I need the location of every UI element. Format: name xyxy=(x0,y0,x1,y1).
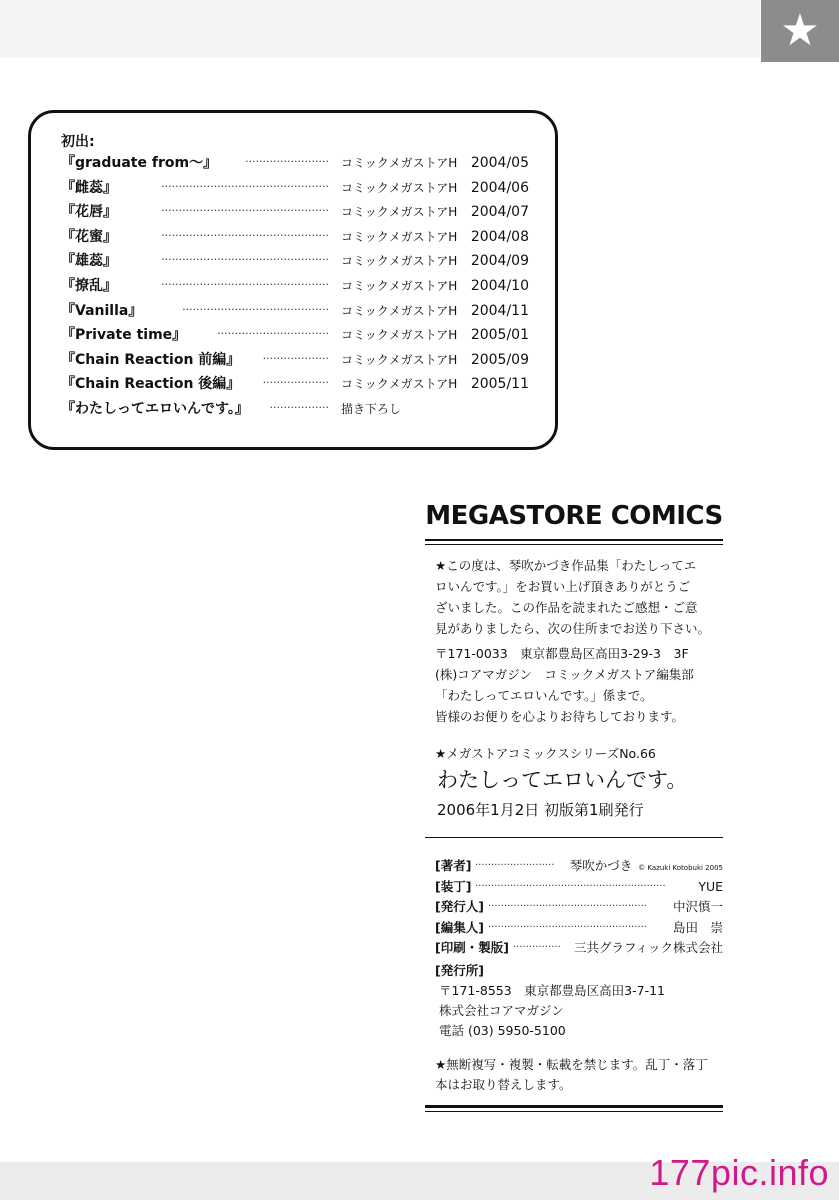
leader-dots: ································ xyxy=(217,327,329,341)
credit-name xyxy=(574,938,723,959)
first-publication-entry xyxy=(31,202,555,227)
credit-role: [装丁] xyxy=(435,878,472,894)
first-publication-entry xyxy=(31,350,555,375)
entry-date: 2005/01 xyxy=(470,327,529,344)
entry-magazine: コミックメガストアH xyxy=(341,303,458,318)
credits-list xyxy=(435,856,723,959)
star-corner-badge xyxy=(761,0,839,62)
brand-title: MEGASTORE COMICS xyxy=(425,501,723,531)
leader-dots: ··················· xyxy=(262,351,329,365)
entry-title: 『わたしってエロいんです。』 xyxy=(61,400,249,417)
leader-dots: ·········································· xyxy=(182,302,329,316)
star-icon: ★ xyxy=(780,5,820,56)
publisher-line: 電話 (03) 5950-5100 xyxy=(439,1022,566,1038)
address-line: 〒171-0033 東京都豊島区高田3-29-3 3F xyxy=(435,646,689,661)
entry-date: 2004/06 xyxy=(470,179,529,196)
notice-line: ざいました。この作品を読まれたご感想・ご意 xyxy=(435,600,698,615)
series-label: ★メガストアコミックスシリーズNo.66 xyxy=(435,746,656,761)
divider xyxy=(425,1111,723,1112)
divider xyxy=(425,544,723,545)
credit-name xyxy=(673,897,723,918)
edition-date: 2006年1月2日 初版第1刷発行 xyxy=(437,801,644,819)
leader-dots: ··················· xyxy=(262,376,329,390)
publisher-role: [発行所] xyxy=(435,962,484,978)
leader-dots: ··············· xyxy=(513,942,561,953)
watermark: 177pic.info xyxy=(649,1152,829,1193)
entry-title: 『撩乱』 xyxy=(61,277,117,294)
credit-row xyxy=(435,856,723,877)
publisher-line: 〒171-8553 東京都豊島区高田3-7-11 xyxy=(439,982,666,998)
entry-title: 『花蜜』 xyxy=(61,228,117,245)
colophon xyxy=(425,495,723,1112)
entry-title: 『Chain Reaction 後編』 xyxy=(61,376,241,393)
entry-title: 『Chain Reaction 前編』 xyxy=(61,351,241,368)
address-line: (株)コアマガジン コミックメガストア編集部 xyxy=(435,667,694,682)
entry-magazine: コミックメガストアH xyxy=(341,328,458,343)
entry-date: 2004/07 xyxy=(470,204,529,221)
credit-role: [著者] xyxy=(435,858,472,873)
first-publication-entry xyxy=(31,374,555,399)
credit-name-text: 中沢慎一 xyxy=(672,899,723,914)
entry-title: 『Vanilla』 xyxy=(61,302,143,319)
entry-magazine: コミックメガストアH xyxy=(341,254,458,269)
first-publication-heading: 初出: xyxy=(61,134,95,150)
entry-title: 『雌蕊』 xyxy=(61,179,117,196)
publisher-line: 株式会社コアマガジン xyxy=(439,1002,564,1018)
entry-title: 『graduate from〜』 xyxy=(61,155,218,171)
entry-magazine: コミックメガストアH xyxy=(341,156,458,170)
entry-title: 『雄蕊』 xyxy=(61,253,117,270)
credit-name-text: 島田 崇 xyxy=(672,919,723,935)
leader-dots: ················································ xyxy=(161,277,329,291)
copyright-note: © Kazuki Kotobuki 2005 xyxy=(638,864,723,872)
first-publication-entry xyxy=(31,276,555,301)
entry-date: 2004/09 xyxy=(470,253,529,270)
entry-date: 2004/11 xyxy=(470,302,529,319)
credit-role: [編集人] xyxy=(435,919,484,935)
first-publication-entry xyxy=(31,251,555,276)
entry-magazine: コミックメガストアH xyxy=(341,352,458,367)
publisher-block xyxy=(435,961,723,1041)
book-title: わたしってエロいんです。 xyxy=(437,768,688,792)
top-band xyxy=(0,0,760,58)
first-publication-entry xyxy=(31,301,555,326)
leader-dots: ·················································· xyxy=(488,901,647,912)
credit-name xyxy=(673,918,723,939)
notice-line: 見がありましたら、次の住所までお送り下さい。 xyxy=(435,621,711,636)
entry-date: 2005/11 xyxy=(470,376,529,393)
divider xyxy=(425,1105,723,1108)
leader-dots: ················································ xyxy=(161,228,329,242)
first-publication-box xyxy=(28,110,558,450)
leader-dots: ················································ xyxy=(161,253,329,267)
first-publication-entry xyxy=(31,399,555,424)
credit-name-text: YUE xyxy=(698,878,723,894)
first-publication-list xyxy=(31,153,555,424)
rights-notice xyxy=(435,1055,723,1095)
entry-title: 『花唇』 xyxy=(61,204,117,221)
entry-magazine: 描き下ろし xyxy=(341,401,402,416)
entry-magazine: コミックメガストアH xyxy=(341,229,458,244)
credit-row xyxy=(435,897,723,918)
leader-dots: ···························································· xyxy=(475,880,666,892)
notice-closing: 皆様のお便りを心よりお待ちしております。 xyxy=(435,709,685,724)
notice-line: ロいんです。」をお買い上げ頂きありがとうご xyxy=(435,579,691,594)
divider xyxy=(425,837,723,838)
first-publication-entry xyxy=(31,325,555,350)
credit-name-text: 三共グラフィック株式会社 xyxy=(573,940,723,955)
divider xyxy=(425,539,723,541)
leader-dots: ················································ xyxy=(161,179,329,193)
entry-magazine: コミックメガストアH xyxy=(341,205,458,220)
entry-date: 2004/05 xyxy=(470,155,529,171)
leader-dots: ·················································· xyxy=(488,921,647,933)
leader-dots: ························· xyxy=(475,860,555,871)
credit-name xyxy=(570,856,723,879)
credit-role: [印刷・製版] xyxy=(435,940,509,955)
first-publication-entry xyxy=(31,178,555,203)
leader-dots: ················································ xyxy=(161,204,329,218)
credit-row xyxy=(435,877,723,898)
entry-magazine: コミックメガストアH xyxy=(341,180,458,195)
entry-date: 2004/10 xyxy=(470,277,529,294)
notice-line: ★この度は、琴吹かづき作品集「わたしってエ xyxy=(435,558,697,573)
credit-role: [発行人] xyxy=(435,899,484,914)
entry-date: 2004/08 xyxy=(470,228,529,245)
entry-magazine: コミックメガストアH xyxy=(341,377,458,392)
address-line: 「わたしってエロいんです。」係まで。 xyxy=(435,688,653,703)
rights-line: 本はお取り替えします。 xyxy=(435,1076,572,1092)
credit-row xyxy=(435,918,723,939)
credit-row xyxy=(435,938,723,959)
leader-dots: ················· xyxy=(269,400,329,414)
entry-magazine: コミックメガストアH xyxy=(341,278,458,293)
entry-date: 2005/09 xyxy=(470,351,529,368)
first-publication-entry xyxy=(31,153,555,178)
entry-title: 『Private time』 xyxy=(61,327,187,344)
first-publication-entry xyxy=(31,227,555,252)
credit-name-text: 琴吹かづき xyxy=(569,858,633,873)
reader-notice xyxy=(435,555,723,727)
leader-dots: ························ xyxy=(245,155,329,168)
rights-line: ★無断複写・複製・転載を禁じます。乱丁・落丁 xyxy=(435,1056,708,1072)
credit-name xyxy=(698,877,723,898)
